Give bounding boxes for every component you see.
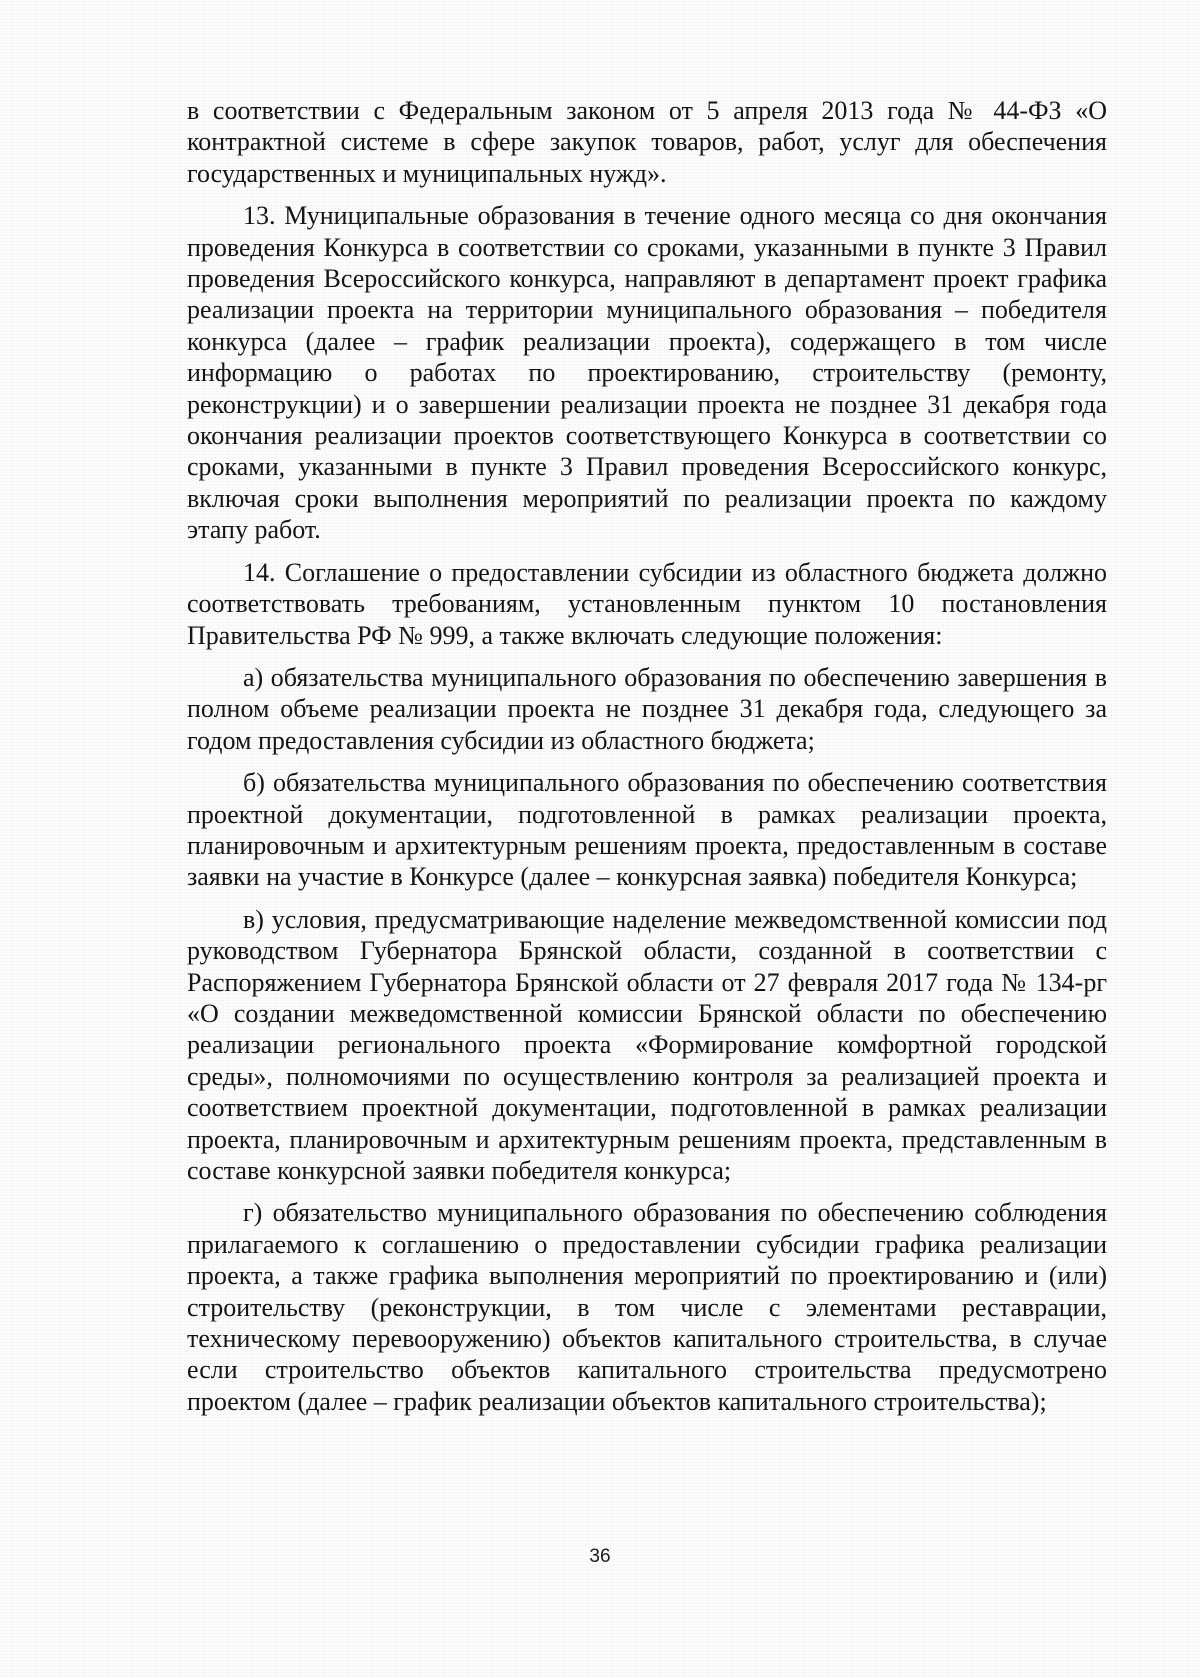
paragraph-item-14: 14. Соглашение о предоставлении субсидии из областного бюджета должно соответствовать требованиям, установленным пунктом 10 постановления Правительства РФ № 999, а также включать следующие положения: — [187, 557, 1107, 650]
page-number: 36 — [589, 1546, 611, 1567]
paragraph-subitem-v: в) условия, предусматривающие наделение межведомственной комиссии под руководством Губернатора Брянской области, созданной в соответствии с Распоряжением Губернатора Брянской области от 27 февраля 2017 года № 134-рг «О создании межведомственной комиссии Брянской области по обеспечению реализации регионального проекта «Формирование комфортной городской среды», полномочиями по осуществлению контроля за реализацией проекта и соответствием проектной документации, подготовленной в рамках реализации проекта, планировочным и архитектурным решениям проекта, представленным в составе конкурсной заявки победителя конкурса; — [187, 904, 1107, 1185]
paragraph-item-13: 13. Муниципальные образования в течение одного месяца со дня окончания проведения Конкурса в соответствии со сроками, указанными в пункте 3 Правил проведения Всероссийского конкурса, направляют в департамент проект графика реализации проекта на территории муниципального образования – победителя конкурса (далее – график реализации проекта), содержащего в том числе информацию о работах по проектированию, строительству (ремонту, реконструкции) и о завершении реализации проекта не позднее 31 декабря года окончания реализации проектов соответствующего Конкурса в соответствии со сроками, указанными в пункте 3 Правил проведения Всероссийского конкурс, включая сроки выполнения мероприятий по реализации проекта по каждому этапу работ. — [187, 201, 1107, 545]
paragraph-subitem-a: а) обязательства муниципального образования по обеспечению завершения в полном объеме реализации проекта не позднее 31 декабря года, следующего за годом предоставления субсидии из областного бюджета; — [187, 662, 1107, 755]
document-body — [187, 95, 1107, 1428]
paragraph-subitem-b: б) обязательства муниципального образования по обеспечению соответствия проектной документации, подготовленной в рамках реализации проекта, планировочным и архитектурным решениям проекта, предоставленным в составе заявки на участие в Конкурсе (далее – конкурсная заявка) победителя Конкурса; — [187, 768, 1107, 892]
paragraph-subitem-g: г) обязательство муниципального образования по обеспечению соблюдения прилагаемого к соглашению о предоставлении субсидии графика реализации проекта, а также графика выполнения мероприятий по проектированию и (или) строительству (реконструкции, в том числе с элементами реставрации, техническому перевооружению) объектов капитального строительства, в случае если строительство объектов капитального строительства предусмотрено проектом (далее – график реализации объектов капитального строительства); — [187, 1198, 1107, 1416]
paragraph-continuation: в соответствии с Федеральным законом от 5 апреля 2013 года № 44-ФЗ «О контрактной системе в сфере закупок товаров, работ, услуг для обеспечения государственных и муниципальных нужд». — [187, 96, 1107, 188]
